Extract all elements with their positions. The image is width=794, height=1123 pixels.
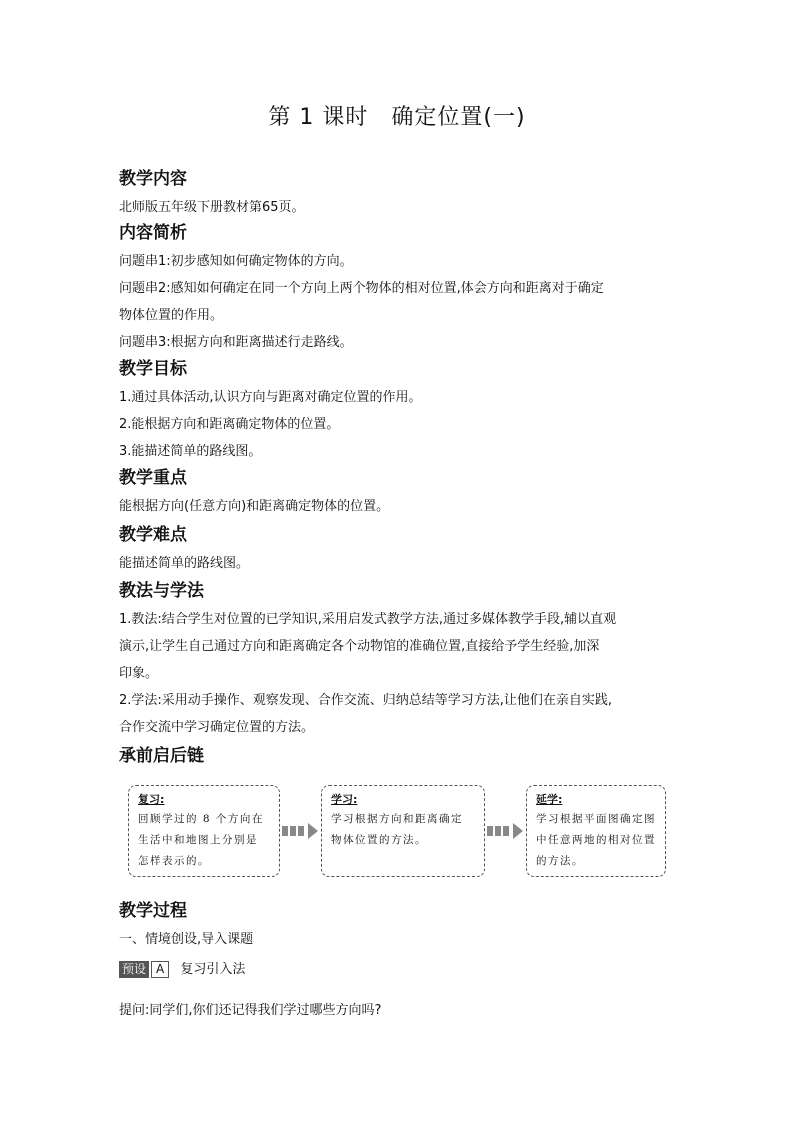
extend-box — [526, 785, 666, 877]
section-goals — [119, 358, 679, 465]
learn-label: 学习: — [331, 793, 358, 806]
difficulty-line: 能描述简单的路线图。 — [119, 556, 250, 571]
question-line: 提问:同学们,你们还记得我们学过哪些方向吗? — [119, 1003, 382, 1018]
methods-line: 演示,让学生自己通过方向和距离确定各个动物馆的准确位置,直接给予学生经验,加深 — [119, 639, 600, 654]
section-content — [119, 168, 679, 221]
preset-tag: 预设 — [119, 961, 149, 978]
review-text: 生活中和地图上分别是 — [138, 834, 258, 846]
arrow-icon — [487, 823, 525, 839]
methods-line: 2.学法:采用动手操作、观察发现、合作交流、归纳总结等学习方法,让他们在亲自实践, — [119, 693, 613, 708]
extend-text: 的方法。 — [536, 855, 584, 867]
extend-text: 学习根据平面图确定图 — [536, 813, 656, 825]
heading-chain: 承前启后链 — [119, 746, 204, 766]
learn-box — [321, 785, 485, 877]
learn-text: 学习根据方向和距离确定 — [331, 813, 463, 825]
extend-text: 中任意两地的相对位置 — [536, 834, 656, 846]
section-key — [119, 467, 679, 520]
analysis-line: 物体位置的作用。 — [119, 308, 224, 323]
analysis-line: 问题串2:感知如何确定在同一个方向上两个物体的相对位置,体会方向和距离对于确定 — [119, 281, 604, 296]
preset-badge — [119, 958, 169, 978]
analysis-line: 问题串3:根据方向和距离描述行走路线。 — [119, 335, 353, 350]
heading-process: 教学过程 — [119, 901, 187, 921]
heading-difficulty: 教学难点 — [119, 525, 187, 545]
section-difficulty — [119, 524, 679, 577]
goal-line: 2.能根据方向和距离确定物体的位置。 — [119, 417, 340, 432]
section-analysis — [119, 222, 679, 356]
section-methods — [119, 580, 679, 741]
learning-chain-diagram — [128, 785, 668, 880]
heading-analysis: 内容简析 — [119, 223, 187, 243]
heading-goals: 教学目标 — [119, 359, 187, 379]
review-label: 复习: — [138, 793, 165, 806]
review-text: 回顾学过的 8 个方向在 — [138, 813, 264, 825]
extend-label: 延学: — [536, 793, 563, 806]
methods-line: 1.教法:结合学生对位置的已学知识,采用启发式教学方法,通过多媒体教学手段,辅以直观 — [119, 612, 617, 627]
goal-line: 3.能描述简单的路线图。 — [119, 444, 262, 459]
preset-letter: A — [151, 961, 169, 978]
methods-line: 合作交流中学习确定位置的方法。 — [119, 720, 315, 735]
content-line: 北师版五年级下册教材第65页。 — [119, 200, 305, 215]
methods-line: 印象。 — [119, 666, 159, 681]
arrow-icon — [282, 823, 320, 839]
heading-key: 教学重点 — [119, 468, 187, 488]
process-line: 一、情境创设,导入课题 — [119, 932, 254, 947]
review-text: 怎样表示的。 — [138, 855, 210, 867]
analysis-line: 问题串1:初步感知如何确定物体的方向。 — [119, 254, 353, 269]
heading-methods: 教法与学法 — [119, 581, 204, 601]
preset-text: 复习引入法 — [180, 962, 246, 977]
section-chain — [119, 745, 679, 771]
goal-line: 1.通过具体活动,认识方向与距离对确定位置的作用。 — [119, 390, 422, 405]
key-line: 能根据方向(任意方向)和距离确定物体的位置。 — [119, 499, 390, 514]
section-process — [119, 900, 679, 1024]
lesson-title: 第 1 课时 确定位置(一) — [268, 105, 526, 130]
review-box — [128, 785, 280, 877]
preset-row — [119, 957, 679, 979]
learn-text: 物体位置的方法。 — [331, 834, 427, 846]
heading-content: 教学内容 — [119, 169, 187, 189]
